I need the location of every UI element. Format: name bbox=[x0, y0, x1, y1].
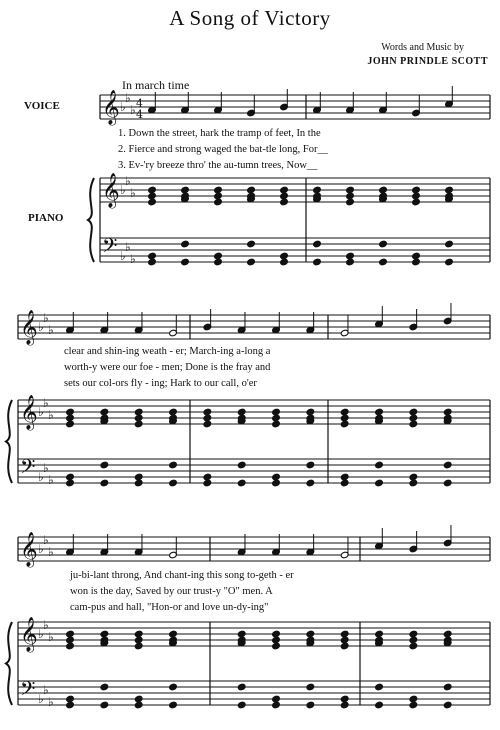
chord-note bbox=[134, 701, 143, 709]
lyric-verse-2: won is the day, Saved by our trust-y "O" men. A bbox=[70, 586, 273, 597]
chord-note bbox=[247, 240, 256, 248]
chord-note bbox=[409, 420, 418, 428]
flat-sign: ♭ bbox=[43, 683, 49, 697]
flat-sign: ♭ bbox=[48, 408, 54, 422]
piano-bass-staff bbox=[18, 459, 490, 483]
voice-staff bbox=[18, 315, 490, 339]
chord-note bbox=[203, 479, 212, 487]
flat-sign: ♭ bbox=[48, 545, 54, 559]
chord-note bbox=[306, 701, 315, 709]
lyric-verse-2: 2. Fierce and strong waged the bat-tle long, For__ bbox=[118, 144, 328, 155]
chord-note bbox=[100, 479, 109, 487]
chord-note bbox=[346, 198, 355, 206]
lyric-verse-1: clear and shin-ing weath - er; March-ing a-long a bbox=[64, 346, 271, 357]
chord-note bbox=[280, 258, 289, 266]
flat-sign: ♭ bbox=[38, 470, 44, 484]
chord-note bbox=[272, 479, 281, 487]
piano-brace bbox=[6, 400, 12, 483]
chord-note bbox=[100, 461, 109, 469]
chord-note bbox=[379, 258, 388, 266]
flat-sign: ♭ bbox=[130, 186, 136, 200]
bass-clef: 𝄢 bbox=[20, 455, 36, 483]
treble-clef: 𝄞 bbox=[20, 617, 38, 652]
treble-clef: 𝄞 bbox=[20, 532, 38, 567]
chord-note bbox=[445, 258, 454, 266]
bass-clef: 𝄢 bbox=[102, 234, 118, 262]
chord-note bbox=[313, 240, 322, 248]
lyric-verse-3: sets our col-ors fly - ing; Hark to our call, o'er bbox=[64, 378, 257, 389]
chord-note bbox=[340, 420, 349, 428]
treble-clef: 𝄞 bbox=[20, 310, 38, 345]
piano-bass-staff bbox=[100, 238, 490, 262]
chord-note bbox=[443, 461, 452, 469]
chord-note bbox=[247, 258, 256, 266]
flat-sign: ♭ bbox=[120, 183, 126, 197]
flat-sign: ♭ bbox=[43, 461, 49, 475]
chord-note bbox=[134, 642, 143, 650]
flat-sign: ♭ bbox=[120, 249, 126, 263]
chord-note bbox=[66, 479, 75, 487]
flat-sign: ♭ bbox=[38, 692, 44, 706]
composer-name: JOHN PRINDLE SCOTT bbox=[367, 56, 488, 67]
voice-staff bbox=[18, 537, 490, 561]
flat-sign: ♭ bbox=[38, 320, 44, 334]
chord-note bbox=[412, 258, 421, 266]
chord-note bbox=[181, 240, 190, 248]
chord-note bbox=[169, 701, 178, 709]
chord-note bbox=[214, 258, 223, 266]
chord-note bbox=[169, 683, 178, 691]
chord-note bbox=[306, 683, 315, 691]
flat-sign: ♭ bbox=[130, 252, 136, 266]
chord-note bbox=[134, 479, 143, 487]
chord-note bbox=[169, 461, 178, 469]
chord-note bbox=[306, 461, 315, 469]
treble-clef: 𝄞 bbox=[102, 90, 120, 125]
piano-treble-staff bbox=[18, 622, 490, 646]
chord-note bbox=[272, 642, 281, 650]
chord-note bbox=[272, 420, 281, 428]
chord-note bbox=[280, 198, 289, 206]
chord-note bbox=[443, 701, 452, 709]
flat-sign: ♭ bbox=[130, 103, 136, 117]
flat-sign: ♭ bbox=[125, 174, 131, 188]
flat-sign: ♭ bbox=[48, 473, 54, 487]
chord-note bbox=[443, 479, 452, 487]
chord-note bbox=[148, 258, 157, 266]
chord-note bbox=[100, 683, 109, 691]
chord-note bbox=[346, 258, 355, 266]
song-title: A Song of Victory bbox=[169, 6, 331, 30]
chord-note bbox=[237, 701, 246, 709]
lyric-verse-2: worth-y were our foe - men; Done is the fray and bbox=[64, 362, 271, 373]
chord-note bbox=[445, 240, 454, 248]
chord-note bbox=[409, 642, 418, 650]
lyric-verse-3: cam-pus and hall, "Hon-or and love un-dy-ing" bbox=[70, 602, 269, 613]
flat-sign: ♭ bbox=[120, 100, 126, 114]
flat-sign: ♭ bbox=[38, 405, 44, 419]
chord-note bbox=[409, 479, 418, 487]
chord-note bbox=[409, 701, 418, 709]
flat-sign: ♭ bbox=[125, 240, 131, 254]
chord-note bbox=[237, 479, 246, 487]
piano-treble-staff bbox=[18, 400, 490, 424]
flat-sign: ♭ bbox=[43, 311, 49, 325]
treble-clef: 𝄞 bbox=[20, 395, 38, 430]
chord-note bbox=[66, 701, 75, 709]
flat-sign: ♭ bbox=[38, 627, 44, 641]
piano-brace bbox=[88, 178, 94, 262]
flat-sign: ♭ bbox=[48, 695, 54, 709]
flat-sign: ♭ bbox=[43, 396, 49, 410]
chord-note bbox=[306, 479, 315, 487]
chord-note bbox=[375, 701, 384, 709]
chord-note bbox=[443, 683, 452, 691]
chord-note bbox=[100, 701, 109, 709]
chord-note bbox=[313, 258, 322, 266]
chord-note bbox=[169, 479, 178, 487]
flat-sign: ♭ bbox=[38, 542, 44, 556]
chord-note bbox=[237, 461, 246, 469]
chord-note bbox=[375, 683, 384, 691]
time-signature: 4 bbox=[136, 108, 143, 121]
chord-note bbox=[340, 642, 349, 650]
voice-part-label: VOICE bbox=[24, 100, 60, 112]
flat-sign: ♭ bbox=[43, 533, 49, 547]
chord-note bbox=[203, 420, 212, 428]
chord-note bbox=[148, 198, 157, 206]
time-signature: 4 bbox=[136, 97, 143, 110]
chord-note bbox=[66, 642, 75, 650]
piano-part-label: PIANO bbox=[28, 212, 64, 224]
tempo-marking: In march time bbox=[122, 78, 190, 92]
chord-note bbox=[272, 701, 281, 709]
bass-clef: 𝄢 bbox=[20, 677, 36, 705]
credit-line: Words and Music by bbox=[381, 42, 464, 53]
chord-note bbox=[379, 240, 388, 248]
chord-note bbox=[375, 479, 384, 487]
chord-note bbox=[181, 258, 190, 266]
piano-bass-staff bbox=[18, 681, 490, 705]
lyric-verse-3: 3. Ev-'ry breeze thro' the au-tumn trees, Now__ bbox=[118, 160, 318, 171]
treble-clef: 𝄞 bbox=[102, 173, 120, 208]
chord-note bbox=[412, 198, 421, 206]
chord-note bbox=[375, 461, 384, 469]
flat-sign: ♭ bbox=[125, 91, 131, 105]
chord-note bbox=[340, 479, 349, 487]
flat-sign: ♭ bbox=[48, 323, 54, 337]
voice-staff bbox=[100, 95, 490, 119]
lyric-verse-1: 1. Down the street, hark the tramp of feet, In the bbox=[118, 128, 321, 139]
chord-note bbox=[134, 420, 143, 428]
piano-treble-staff bbox=[100, 178, 490, 202]
chord-note bbox=[66, 420, 75, 428]
chord-note bbox=[214, 198, 223, 206]
flat-sign: ♭ bbox=[48, 630, 54, 644]
lyric-verse-1: ju-bi-lant throng, And chant-ing this song to-geth - er bbox=[70, 570, 294, 581]
piano-brace bbox=[6, 622, 12, 705]
chord-note bbox=[340, 701, 349, 709]
flat-sign: ♭ bbox=[43, 618, 49, 632]
chord-note bbox=[237, 683, 246, 691]
